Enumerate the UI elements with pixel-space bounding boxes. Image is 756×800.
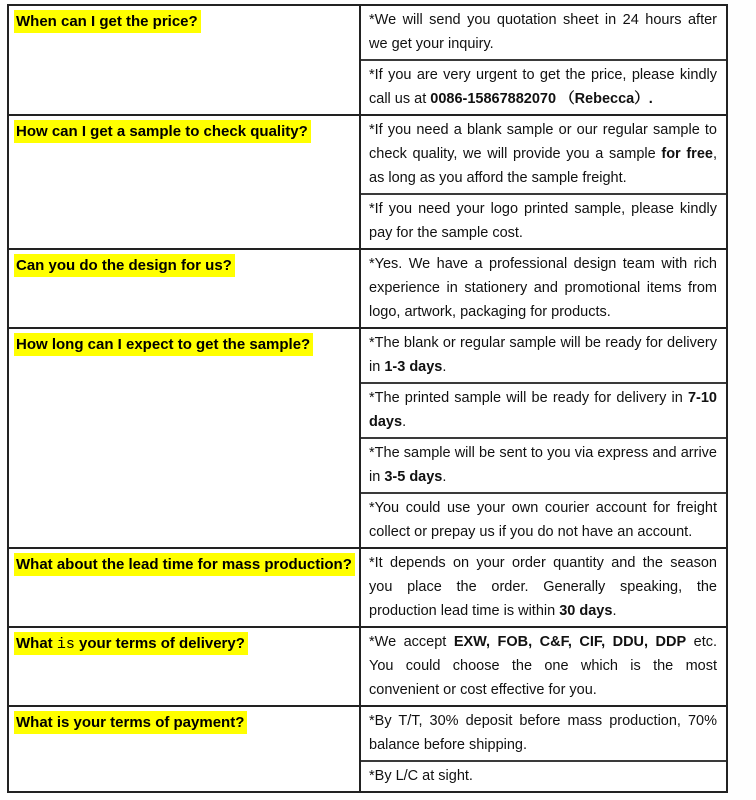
answer-cell [361,116,726,193]
answers-column [361,116,726,248]
question-cell-payment-terms [9,707,361,791]
question-highlight [14,632,248,655]
answers-column [361,549,726,626]
question-text: What is your terms of payment? [16,714,245,731]
question-text: is [56,636,75,653]
answer-text: *The printed sample will be ready for delivery in [369,390,688,406]
answer-text: *We will send you quotation sheet in 24 hours after we get your inquiry. [369,12,717,52]
answer-cell [361,59,726,114]
question-highlight [14,333,313,356]
faq-row-payment-terms [9,705,726,791]
answer-text: *The sample will be sent to you via express and arrive in [369,445,717,485]
answer-text: . [612,603,617,619]
answer-text: *If you need a blank sample or our regular sample to check quality, we will provide you a sample [369,122,717,162]
answer-text: 1-3 days [384,359,443,375]
answer-text: 0086-15867882070 （Rebecca）. [430,91,653,107]
question-highlight [14,10,201,33]
answer-cell [361,250,726,327]
answer-text: , as long as you afford the sample freight. [369,146,717,186]
answer-text: *You could use your own courier account for freight collect or prepay us if you do not have an account. [369,500,717,540]
question-highlight [14,711,247,734]
answer-text: EXW, FOB, C&F, CIF, DDU, DDP [453,634,687,650]
answer-text: etc. You could choose the one which is the most convenient or cost effective for you. [369,634,718,698]
faq-row-lead-time [9,547,726,626]
question-text: How long can I expect to get the sample? [16,336,311,353]
answer-cell [361,382,726,437]
faq-row-sample-quality [9,114,726,248]
faq-row-price [9,6,726,114]
answer-text: *If you are very urgent to get the price, please kindly call us at [369,67,717,107]
answer-text: *By L/C at sight. [369,768,473,784]
answer-text: 30 days [559,603,613,619]
question-text: your terms of delivery? [74,635,245,652]
faq-row-sample-time [9,327,726,547]
question-cell-price [9,6,361,114]
answer-text: *The blank or regular sample will be ready for delivery in [369,335,717,375]
answer-cell [361,628,726,705]
answer-text: *It depends on your order quantity and the season you place the order. Generally speaking, the production lead time is within [369,555,717,619]
question-highlight [14,553,355,576]
answers-column [361,329,726,547]
answer-text: 3-5 days [384,469,443,485]
answer-text: . [442,469,447,485]
question-text: How can I get a sample to check quality? [16,123,308,140]
answer-text: *We accept [369,634,454,650]
answer-text: . [402,414,407,430]
question-highlight [14,120,311,143]
answer-text: *By T/T, 30% deposit before mass production, 70% balance before shipping. [369,713,717,753]
answer-cell [361,549,726,626]
faq-row-design [9,248,726,327]
answers-column [361,707,726,791]
answer-cell [361,492,726,547]
answer-text: 7-10 days [369,390,717,430]
answer-cell [361,329,726,382]
faq-row-delivery-terms [9,626,726,705]
question-text: What [16,635,57,652]
answer-cell [361,6,726,59]
question-cell-sample-time [9,329,361,547]
question-cell-lead-time [9,549,361,626]
answers-column [361,250,726,327]
answer-cell [361,437,726,492]
answers-column [361,628,726,705]
question-cell-delivery-terms [9,628,361,705]
answer-text: *If you need your logo printed sample, please kindly pay for the sample cost. [369,201,717,241]
answers-column [361,6,726,114]
answer-text: . [442,359,447,375]
question-text: When can I get the price? [16,13,198,30]
answer-text: for free [661,146,713,162]
question-highlight [14,254,235,277]
answer-cell [361,760,726,791]
answer-text: *Yes. We have a professional design team with rich experience in stationery and promotional items from logo, artwork, packaging for products. [369,256,717,320]
faq-table [7,4,728,793]
answer-cell [361,707,726,760]
question-cell-sample-quality [9,116,361,248]
answer-cell [361,193,726,248]
question-text: What about the lead time for mass production? [16,556,352,573]
question-cell-design [9,250,361,327]
question-text: Can you do the design for us? [16,257,232,274]
